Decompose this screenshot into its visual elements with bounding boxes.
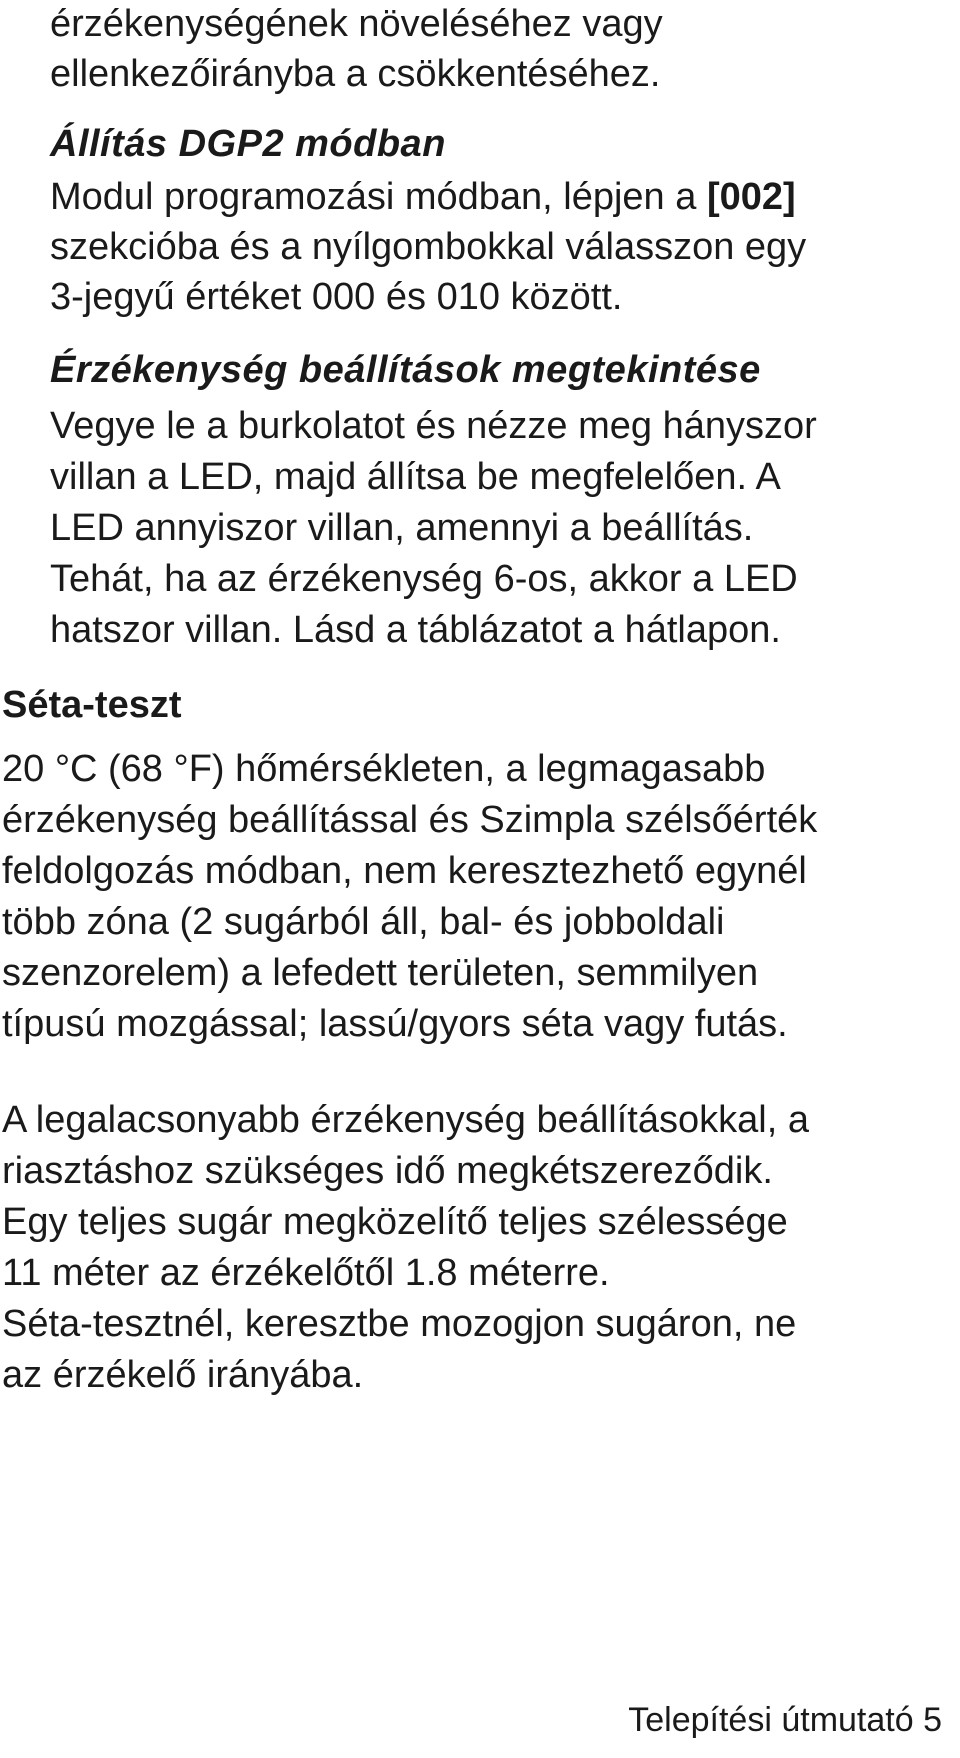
body-text-line: Séta-tesztnél, keresztbe mozogjon sugáron, ne xyxy=(2,1303,797,1345)
body-text-line: Vegye le a burkolatot és nézze meg hányszor xyxy=(50,405,817,447)
body-text-line: ellenkezőirányba a csökkentéséhez. xyxy=(50,53,661,95)
body-text-line: szekcióba és a nyílgombokkal válasszon egy xyxy=(50,226,807,268)
section-heading-walk-test: Séta-teszt xyxy=(2,684,182,726)
body-text-line: Egy teljes sugár megközelítő teljes szélessége xyxy=(2,1201,788,1243)
body-text-line: szenzorelem) a lefedett területen, semmilyen xyxy=(2,952,759,994)
body-text-line: 11 méter az érzékelőtől 1.8 méterre. xyxy=(2,1252,610,1294)
body-text-line xyxy=(50,175,796,219)
body-text-line: az érzékelő irányába. xyxy=(2,1354,364,1396)
page-footer: Telepítési útmutató 5 xyxy=(628,1701,942,1739)
body-text-line: típusú mozgással; lassú/gyors séta vagy futás. xyxy=(2,1003,788,1045)
body-text-line: több zóna (2 sugárból áll, bal- és jobboldali xyxy=(2,901,725,943)
body-text-line: A legalacsonyabb érzékenység beállításokkal, a xyxy=(2,1099,809,1141)
body-text-line: feldolgozás módban, nem keresztezhető egynél xyxy=(2,850,807,892)
body-text-line: hatszor villan. Lásd a táblázatot a hátlapon. xyxy=(50,609,781,651)
body-text-line: LED annyiszor villan, amennyi a beállítás. xyxy=(50,507,754,549)
body-text-line: 20 °C (68 °F) hőmérsékleten, a legmagasabb xyxy=(2,748,766,790)
body-text-line: érzékenység beállítással és Szimpla szélsőérték xyxy=(2,799,818,841)
body-text: Modul programozási módban, lépjen a xyxy=(50,176,707,218)
body-text-line: 3-jegyű értéket 000 és 010 között. xyxy=(50,276,623,318)
body-text-line: villan a LED, majd állítsa be megfelelően. A xyxy=(50,456,781,498)
subheading-sensitivity: Érzékenység beállítások megtekintése xyxy=(50,349,761,391)
subheading-dgp2: Állítás DGP2 módban xyxy=(50,123,446,165)
body-text-line: riasztáshoz szükséges idő megkétszereződik. xyxy=(2,1150,773,1192)
body-text-line: Tehát, ha az érzékenység 6-os, akkor a LED xyxy=(50,558,798,600)
section-code: [002] xyxy=(706,176,796,218)
body-text-line: érzékenységének növeléséhez vagy xyxy=(50,3,663,45)
